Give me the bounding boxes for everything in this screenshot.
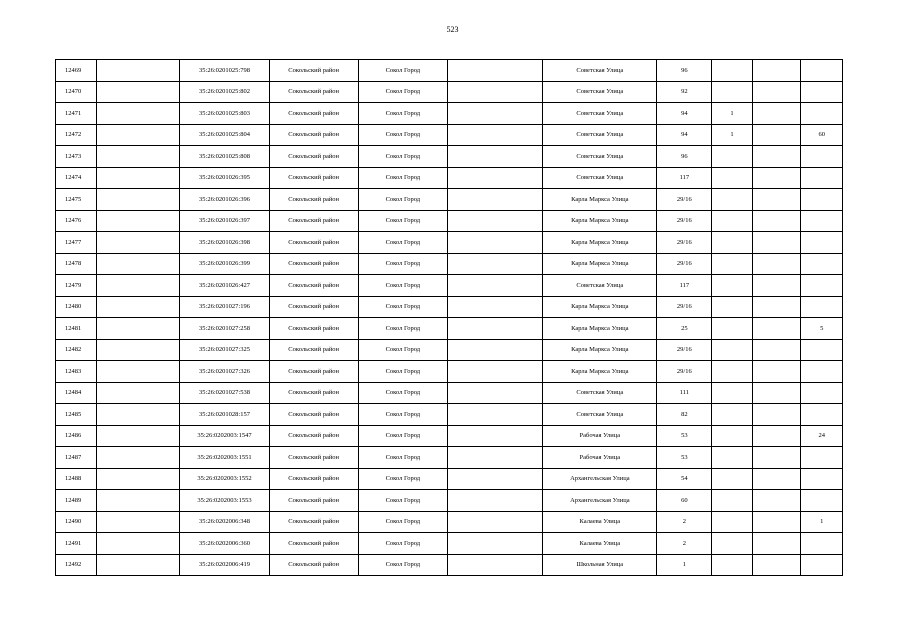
city-cell: Сокол Город	[358, 60, 447, 82]
building-cell	[712, 554, 752, 576]
structure-cell	[752, 275, 801, 297]
row-number-cell: 12491	[56, 533, 97, 555]
apartment-cell	[801, 382, 843, 404]
district-cell: Сокольский район	[269, 124, 358, 146]
district-cell: Сокольский район	[269, 404, 358, 426]
street-cell: Советская Улица	[543, 382, 657, 404]
locality-cell	[447, 189, 542, 211]
building-cell	[712, 382, 752, 404]
street-cell: Карла Маркса Улица	[543, 361, 657, 383]
district-cell: Сокольский район	[269, 382, 358, 404]
street-cell: Советская Улица	[543, 81, 657, 103]
building-cell	[712, 167, 752, 189]
locality-cell	[447, 339, 542, 361]
apartment-cell: 5	[801, 318, 843, 340]
table-row	[56, 468, 843, 490]
cadastral-number-cell: 35:26:0201025:803	[180, 103, 269, 125]
blank-cell	[97, 232, 180, 254]
street-cell: Карла Маркса Улица	[543, 253, 657, 275]
city-cell: Сокол Город	[358, 404, 447, 426]
district-cell: Сокольский район	[269, 167, 358, 189]
blank-cell	[97, 533, 180, 555]
blank-cell	[97, 124, 180, 146]
row-number-cell: 12479	[56, 275, 97, 297]
city-cell: Сокол Город	[358, 554, 447, 576]
table-row	[56, 296, 843, 318]
structure-cell	[752, 103, 801, 125]
city-cell: Сокол Город	[358, 124, 447, 146]
blank-cell	[97, 296, 180, 318]
district-cell: Сокольский район	[269, 468, 358, 490]
street-cell: Советская Улица	[543, 103, 657, 125]
structure-cell	[752, 533, 801, 555]
house-cell: 82	[657, 404, 712, 426]
cadastral-number-cell: 35:26:0201025:798	[180, 60, 269, 82]
house-cell: 60	[657, 490, 712, 512]
locality-cell	[447, 404, 542, 426]
city-cell: Сокол Город	[358, 318, 447, 340]
table-row	[56, 447, 843, 469]
cadastral-number-cell: 35:26:0201026:395	[180, 167, 269, 189]
table-row	[56, 232, 843, 254]
blank-cell	[97, 210, 180, 232]
street-cell: Школьная Улица	[543, 554, 657, 576]
district-cell: Сокольский район	[269, 511, 358, 533]
cadastral-number-cell: 35:26:0202003:1552	[180, 468, 269, 490]
cadastral-number-cell: 35:26:0201027:538	[180, 382, 269, 404]
table-row	[56, 318, 843, 340]
street-cell: Карла Маркса Улица	[543, 189, 657, 211]
blank-cell	[97, 81, 180, 103]
locality-cell	[447, 167, 542, 189]
structure-cell	[752, 468, 801, 490]
structure-cell	[752, 253, 801, 275]
cadastral-number-cell: 35:26:0201026:427	[180, 275, 269, 297]
blank-cell	[97, 189, 180, 211]
building-cell	[712, 447, 752, 469]
city-cell: Сокол Город	[358, 189, 447, 211]
locality-cell	[447, 296, 542, 318]
cadastral-number-cell: 35:26:0201027:258	[180, 318, 269, 340]
street-cell: Калаева Улица	[543, 533, 657, 555]
blank-cell	[97, 447, 180, 469]
structure-cell	[752, 124, 801, 146]
street-cell: Архангельская Улица	[543, 490, 657, 512]
blank-cell	[97, 318, 180, 340]
locality-cell	[447, 210, 542, 232]
table-row	[56, 533, 843, 555]
house-cell: 1	[657, 554, 712, 576]
table-row	[56, 382, 843, 404]
street-cell: Карла Маркса Улица	[543, 339, 657, 361]
apartment-cell	[801, 103, 843, 125]
row-number-cell: 12469	[56, 60, 97, 82]
apartment-cell	[801, 447, 843, 469]
city-cell: Сокол Город	[358, 275, 447, 297]
blank-cell	[97, 60, 180, 82]
house-cell: 117	[657, 167, 712, 189]
locality-cell	[447, 447, 542, 469]
cadastral-number-cell: 35:26:0201027:325	[180, 339, 269, 361]
structure-cell	[752, 361, 801, 383]
page-number: 523	[446, 25, 459, 34]
building-cell	[712, 60, 752, 82]
building-cell	[712, 210, 752, 232]
cadastral-number-cell: 35:26:0201026:398	[180, 232, 269, 254]
house-cell: 29/16	[657, 210, 712, 232]
locality-cell	[447, 253, 542, 275]
structure-cell	[752, 60, 801, 82]
row-number-cell: 12485	[56, 404, 97, 426]
street-cell: Калаева Улица	[543, 511, 657, 533]
row-number-cell: 12483	[56, 361, 97, 383]
cadastral-number-cell: 35:26:0202006:360	[180, 533, 269, 555]
cadastral-number-cell: 35:26:0201026:397	[180, 210, 269, 232]
cadastral-number-cell: 35:26:0202006:419	[180, 554, 269, 576]
row-number-cell: 12478	[56, 253, 97, 275]
district-cell: Сокольский район	[269, 146, 358, 168]
cadastral-number-cell: 35:26:0201025:802	[180, 81, 269, 103]
blank-cell	[97, 382, 180, 404]
table-row	[56, 253, 843, 275]
apartment-cell	[801, 167, 843, 189]
row-number-cell: 12482	[56, 339, 97, 361]
cadastral-number-cell: 35:26:0201027:326	[180, 361, 269, 383]
apartment-cell	[801, 232, 843, 254]
structure-cell	[752, 210, 801, 232]
house-cell: 29/16	[657, 189, 712, 211]
row-number-cell: 12470	[56, 81, 97, 103]
row-number-cell: 12474	[56, 167, 97, 189]
house-cell: 117	[657, 275, 712, 297]
city-cell: Сокол Город	[358, 81, 447, 103]
row-number-cell: 12476	[56, 210, 97, 232]
structure-cell	[752, 447, 801, 469]
locality-cell	[447, 275, 542, 297]
district-cell: Сокольский район	[269, 339, 358, 361]
row-number-cell: 12489	[56, 490, 97, 512]
row-number-cell: 12477	[56, 232, 97, 254]
street-cell: Советская Улица	[543, 404, 657, 426]
table-row	[56, 60, 843, 82]
row-number-cell: 12473	[56, 146, 97, 168]
row-number-cell: 12471	[56, 103, 97, 125]
street-cell: Советская Улица	[543, 275, 657, 297]
blank-cell	[97, 404, 180, 426]
structure-cell	[752, 318, 801, 340]
cadastral-number-cell: 35:26:0201027:196	[180, 296, 269, 318]
locality-cell	[447, 511, 542, 533]
district-cell: Сокольский район	[269, 318, 358, 340]
blank-cell	[97, 167, 180, 189]
structure-cell	[752, 425, 801, 447]
structure-cell	[752, 146, 801, 168]
locality-cell	[447, 60, 542, 82]
table-row	[56, 210, 843, 232]
structure-cell	[752, 167, 801, 189]
cadastral-number-cell: 35:26:0202003:1547	[180, 425, 269, 447]
row-number-cell: 12488	[56, 468, 97, 490]
table-row	[56, 81, 843, 103]
locality-cell	[447, 490, 542, 512]
building-cell	[712, 425, 752, 447]
row-number-cell: 12480	[56, 296, 97, 318]
apartment-cell	[801, 81, 843, 103]
street-cell: Карла Маркса Улица	[543, 232, 657, 254]
structure-cell	[752, 404, 801, 426]
building-cell	[712, 189, 752, 211]
locality-cell	[447, 533, 542, 555]
blank-cell	[97, 275, 180, 297]
apartment-cell: 1	[801, 511, 843, 533]
street-cell: Советская Улица	[543, 60, 657, 82]
blank-cell	[97, 468, 180, 490]
building-cell	[712, 81, 752, 103]
apartment-cell: 24	[801, 425, 843, 447]
street-cell: Архангельская Улица	[543, 468, 657, 490]
district-cell: Сокольский район	[269, 253, 358, 275]
district-cell: Сокольский район	[269, 81, 358, 103]
house-cell: 2	[657, 533, 712, 555]
building-cell	[712, 318, 752, 340]
building-cell	[712, 490, 752, 512]
building-cell	[712, 339, 752, 361]
table-row	[56, 146, 843, 168]
row-number-cell: 12490	[56, 511, 97, 533]
city-cell: Сокол Город	[358, 146, 447, 168]
table-row	[56, 511, 843, 533]
house-cell: 29/16	[657, 232, 712, 254]
building-cell: 1	[712, 103, 752, 125]
row-number-cell: 12472	[56, 124, 97, 146]
structure-cell	[752, 189, 801, 211]
city-cell: Сокол Город	[358, 382, 447, 404]
house-cell: 96	[657, 146, 712, 168]
district-cell: Сокольский район	[269, 533, 358, 555]
street-cell: Рабочая Улица	[543, 425, 657, 447]
table-row	[56, 103, 843, 125]
table-row	[56, 554, 843, 576]
row-number-cell: 12475	[56, 189, 97, 211]
row-number-cell: 12486	[56, 425, 97, 447]
house-cell: 29/16	[657, 296, 712, 318]
district-cell: Сокольский район	[269, 103, 358, 125]
structure-cell	[752, 296, 801, 318]
building-cell	[712, 253, 752, 275]
structure-cell	[752, 511, 801, 533]
table-row	[56, 124, 843, 146]
building-cell: 1	[712, 124, 752, 146]
building-cell	[712, 146, 752, 168]
street-cell: Карла Маркса Улица	[543, 210, 657, 232]
city-cell: Сокол Город	[358, 490, 447, 512]
registry-table	[55, 59, 843, 576]
building-cell	[712, 296, 752, 318]
district-cell: Сокольский район	[269, 447, 358, 469]
table-row	[56, 275, 843, 297]
building-cell	[712, 511, 752, 533]
city-cell: Сокол Город	[358, 468, 447, 490]
house-cell: 2	[657, 511, 712, 533]
structure-cell	[752, 490, 801, 512]
cadastral-number-cell: 35:26:0202006:348	[180, 511, 269, 533]
apartment-cell	[801, 339, 843, 361]
house-cell: 29/16	[657, 253, 712, 275]
apartment-cell	[801, 468, 843, 490]
city-cell: Сокол Город	[358, 253, 447, 275]
building-cell	[712, 275, 752, 297]
apartment-cell	[801, 253, 843, 275]
street-cell: Советская Улица	[543, 124, 657, 146]
locality-cell	[447, 103, 542, 125]
table-row	[56, 425, 843, 447]
locality-cell	[447, 361, 542, 383]
district-cell: Сокольский район	[269, 210, 358, 232]
city-cell: Сокол Город	[358, 103, 447, 125]
registry-table-body	[56, 60, 843, 576]
building-cell	[712, 404, 752, 426]
table-row	[56, 167, 843, 189]
cadastral-number-cell: 35:26:0201026:396	[180, 189, 269, 211]
building-cell	[712, 468, 752, 490]
table-row	[56, 339, 843, 361]
cadastral-number-cell: 35:26:0201025:808	[180, 146, 269, 168]
house-cell: 111	[657, 382, 712, 404]
row-number-cell: 12487	[56, 447, 97, 469]
structure-cell	[752, 382, 801, 404]
apartment-cell: 60	[801, 124, 843, 146]
house-cell: 25	[657, 318, 712, 340]
structure-cell	[752, 339, 801, 361]
locality-cell	[447, 81, 542, 103]
city-cell: Сокол Город	[358, 232, 447, 254]
locality-cell	[447, 425, 542, 447]
apartment-cell	[801, 146, 843, 168]
apartment-cell	[801, 60, 843, 82]
district-cell: Сокольский район	[269, 554, 358, 576]
district-cell: Сокольский район	[269, 189, 358, 211]
apartment-cell	[801, 490, 843, 512]
house-cell: 92	[657, 81, 712, 103]
apartment-cell	[801, 210, 843, 232]
house-cell: 29/16	[657, 339, 712, 361]
apartment-cell	[801, 404, 843, 426]
city-cell: Сокол Город	[358, 425, 447, 447]
district-cell: Сокольский район	[269, 275, 358, 297]
building-cell	[712, 533, 752, 555]
district-cell: Сокольский район	[269, 232, 358, 254]
city-cell: Сокол Город	[358, 361, 447, 383]
cadastral-number-cell: 35:26:0201025:804	[180, 124, 269, 146]
city-cell: Сокол Город	[358, 210, 447, 232]
blank-cell	[97, 103, 180, 125]
street-cell: Карла Маркса Улица	[543, 318, 657, 340]
house-cell: 94	[657, 124, 712, 146]
row-number-cell: 12492	[56, 554, 97, 576]
locality-cell	[447, 124, 542, 146]
blank-cell	[97, 253, 180, 275]
building-cell	[712, 232, 752, 254]
house-cell: 53	[657, 425, 712, 447]
district-cell: Сокольский район	[269, 296, 358, 318]
table-row	[56, 189, 843, 211]
blank-cell	[97, 146, 180, 168]
row-number-cell: 12484	[56, 382, 97, 404]
city-cell: Сокол Город	[358, 447, 447, 469]
blank-cell	[97, 425, 180, 447]
structure-cell	[752, 232, 801, 254]
apartment-cell	[801, 296, 843, 318]
table-row	[56, 361, 843, 383]
apartment-cell	[801, 554, 843, 576]
locality-cell	[447, 382, 542, 404]
locality-cell	[447, 468, 542, 490]
city-cell: Сокол Город	[358, 339, 447, 361]
row-number-cell: 12481	[56, 318, 97, 340]
table-row	[56, 490, 843, 512]
apartment-cell	[801, 361, 843, 383]
house-cell: 96	[657, 60, 712, 82]
city-cell: Сокол Город	[358, 533, 447, 555]
street-cell: Карла Маркса Улица	[543, 296, 657, 318]
street-cell: Рабочая Улица	[543, 447, 657, 469]
street-cell: Советская Улица	[543, 146, 657, 168]
cadastral-number-cell: 35:26:0202003:1551	[180, 447, 269, 469]
house-cell: 94	[657, 103, 712, 125]
district-cell: Сокольский район	[269, 60, 358, 82]
district-cell: Сокольский район	[269, 361, 358, 383]
cadastral-number-cell: 35:26:0202003:1553	[180, 490, 269, 512]
locality-cell	[447, 232, 542, 254]
locality-cell	[447, 146, 542, 168]
city-cell: Сокол Город	[358, 167, 447, 189]
blank-cell	[97, 361, 180, 383]
house-cell: 29/16	[657, 361, 712, 383]
blank-cell	[97, 490, 180, 512]
structure-cell	[752, 554, 801, 576]
district-cell: Сокольский район	[269, 425, 358, 447]
district-cell: Сокольский район	[269, 490, 358, 512]
cadastral-number-cell: 35:26:0201026:399	[180, 253, 269, 275]
city-cell: Сокол Город	[358, 511, 447, 533]
city-cell: Сокол Город	[358, 296, 447, 318]
house-cell: 53	[657, 447, 712, 469]
blank-cell	[97, 339, 180, 361]
structure-cell	[752, 81, 801, 103]
street-cell: Советская Улица	[543, 167, 657, 189]
table-row	[56, 404, 843, 426]
blank-cell	[97, 554, 180, 576]
locality-cell	[447, 554, 542, 576]
house-cell: 54	[657, 468, 712, 490]
locality-cell	[447, 318, 542, 340]
apartment-cell	[801, 533, 843, 555]
building-cell	[712, 361, 752, 383]
blank-cell	[97, 511, 180, 533]
apartment-cell	[801, 189, 843, 211]
cadastral-number-cell: 35:26:0201028:157	[180, 404, 269, 426]
apartment-cell	[801, 275, 843, 297]
